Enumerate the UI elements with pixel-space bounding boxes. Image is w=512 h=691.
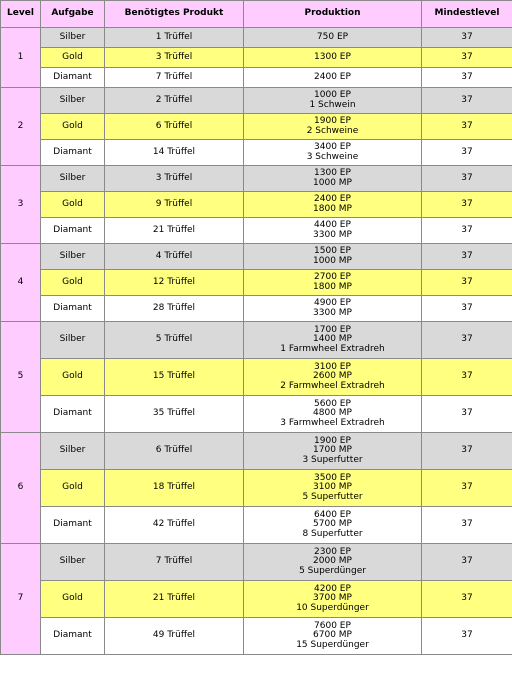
produktion-cell	[244, 322, 422, 359]
table-row	[1, 244, 512, 270]
produktion-cell	[244, 507, 422, 544]
produktion-line: 2600 MP	[313, 371, 352, 382]
mindestlevel-cell: 37	[422, 507, 512, 544]
mindestlevel-cell: 37	[422, 48, 512, 68]
produkt-cell: 12 Trüffel	[105, 270, 244, 296]
produktion-cell	[244, 68, 422, 88]
produkt-cell: 21 Trüffel	[105, 218, 244, 244]
produktion-line: 6400 EP	[314, 509, 351, 520]
produktion-line: 2400 EP	[314, 194, 351, 204]
level-cell: 5	[1, 322, 41, 433]
produktion-cell	[244, 618, 422, 655]
aufgabe-cell: Silber	[41, 28, 105, 48]
produktion-cell	[244, 581, 422, 618]
aufgabe-cell: Diamant	[41, 296, 105, 322]
produktion-line: 3500 EP	[314, 472, 351, 483]
produktion-line: 1500 EP	[314, 246, 351, 256]
table-row	[1, 433, 512, 470]
mindestlevel-cell: 37	[422, 618, 512, 655]
table-row	[1, 48, 512, 68]
table-row	[1, 544, 512, 581]
aufgabe-cell: Diamant	[41, 218, 105, 244]
mindestlevel-cell: 37	[422, 88, 512, 114]
produkt-cell: 9 Trüffel	[105, 192, 244, 218]
produktion-line: 1000 MP	[313, 255, 352, 266]
produktion-cell	[244, 218, 422, 244]
produktion-line: 4800 MP	[313, 408, 352, 419]
level-cell: 4	[1, 244, 41, 322]
produktion-cell	[244, 296, 422, 322]
produktion-line: 5 Superdünger	[299, 565, 366, 576]
aufgabe-cell: Diamant	[41, 140, 105, 166]
produktion-line: 3 Superfutter	[302, 454, 363, 465]
mindestlevel-cell: 37	[422, 114, 512, 140]
aufgabe-cell: Diamant	[41, 507, 105, 544]
aufgabe-cell: Gold	[41, 470, 105, 507]
produktion-cell	[244, 48, 422, 68]
produktion-line: 2 Farmwheel Extradreh	[280, 380, 385, 391]
produkt-cell: 1 Trüffel	[105, 28, 244, 48]
produktion-line: 2 Schweine	[306, 125, 359, 136]
produktion-cell	[244, 470, 422, 507]
aufgabe-cell: Silber	[41, 88, 105, 114]
produktion-line: 3300 MP	[313, 229, 352, 240]
produktion-cell	[244, 359, 422, 396]
produktion-line: 15 Superdünger	[296, 639, 369, 650]
mindestlevel-cell: 37	[422, 140, 512, 166]
table-row	[1, 140, 512, 166]
produktion-line: 1900 EP	[314, 116, 351, 126]
produkt-cell: 14 Trüffel	[105, 140, 244, 166]
aufgabe-cell: Gold	[41, 114, 105, 140]
produktion-cell	[244, 192, 422, 218]
produkt-cell: 6 Trüffel	[105, 433, 244, 470]
aufgabe-cell: Diamant	[41, 68, 105, 88]
mindestlevel-cell: 37	[422, 244, 512, 270]
table-row	[1, 218, 512, 244]
mindestlevel-cell: 37	[422, 359, 512, 396]
table-row	[1, 68, 512, 88]
produktion-cell	[244, 166, 422, 192]
produktion-line: 5700 MP	[313, 519, 352, 530]
header-mindestlevel: Mindestlevel	[422, 1, 512, 28]
table-row	[1, 270, 512, 296]
produkt-cell: 28 Trüffel	[105, 296, 244, 322]
produktion-cell	[244, 140, 422, 166]
header-row	[1, 1, 512, 28]
aufgabe-cell: Gold	[41, 270, 105, 296]
mindestlevel-cell: 37	[422, 270, 512, 296]
produktion-line: 3400 EP	[314, 142, 351, 152]
produktion-line: 4200 EP	[314, 583, 351, 594]
produktion-line: 2300 EP	[314, 546, 351, 557]
mindestlevel-cell: 37	[422, 581, 512, 618]
produkt-cell: 49 Trüffel	[105, 618, 244, 655]
produktion-line: 1300 EP	[314, 168, 351, 178]
produktion-line: 5600 EP	[314, 398, 351, 409]
mindestlevel-cell: 37	[422, 322, 512, 359]
produktion-line: 3 Farmwheel Extradreh	[280, 417, 385, 428]
level-cell: 6	[1, 433, 41, 544]
produkt-cell: 3 Trüffel	[105, 48, 244, 68]
produktion-cell	[244, 544, 422, 581]
produkt-cell: 15 Trüffel	[105, 359, 244, 396]
aufgabe-cell: Silber	[41, 544, 105, 581]
table-row	[1, 28, 512, 48]
produktion-line: 8 Superfutter	[302, 528, 363, 539]
mindestlevel-cell: 37	[422, 166, 512, 192]
table-row	[1, 88, 512, 114]
table-row	[1, 114, 512, 140]
table-body	[1, 28, 512, 655]
produktion-cell	[244, 114, 422, 140]
level-cell: 3	[1, 166, 41, 244]
produktion-cell	[244, 270, 422, 296]
header-produkt: Benötigtes Produkt	[105, 1, 244, 28]
mindestlevel-cell: 37	[422, 433, 512, 470]
mindestlevel-cell: 37	[422, 544, 512, 581]
produktion-line: 1800 MP	[313, 203, 352, 214]
produktion-line: 5 Superfutter	[302, 491, 363, 502]
produkt-cell: 3 Trüffel	[105, 166, 244, 192]
produktion-line: 1700 EP	[314, 324, 351, 335]
aufgabe-cell: Gold	[41, 359, 105, 396]
produktion-line: 6700 MP	[313, 630, 352, 641]
produktion-line: 3100 EP	[314, 361, 351, 372]
produkt-cell: 7 Trüffel	[105, 68, 244, 88]
produktion-cell	[244, 433, 422, 470]
mindestlevel-cell: 37	[422, 396, 512, 433]
aufgabe-cell: Gold	[41, 581, 105, 618]
produktion-line: 750 EP	[316, 31, 349, 42]
produkt-cell: 4 Trüffel	[105, 244, 244, 270]
table-row	[1, 581, 512, 618]
mindestlevel-cell: 37	[422, 192, 512, 218]
table-row	[1, 192, 512, 218]
produktion-line: 4400 EP	[314, 220, 351, 230]
produktion-line: 3300 MP	[313, 307, 352, 318]
table-row	[1, 296, 512, 322]
produktion-line: 2700 EP	[314, 272, 351, 282]
produktion-line: 7600 EP	[314, 620, 351, 631]
level-cell: 2	[1, 88, 41, 166]
produktion-line: 3100 MP	[313, 482, 352, 493]
produkt-cell: 2 Trüffel	[105, 88, 244, 114]
mindestlevel-cell: 37	[422, 28, 512, 48]
table-row	[1, 618, 512, 655]
table-row	[1, 322, 512, 359]
header-aufgabe: Aufgabe	[41, 1, 105, 28]
produkt-cell: 35 Trüffel	[105, 396, 244, 433]
table-row	[1, 396, 512, 433]
produktion-line: 1300 EP	[314, 51, 351, 62]
produktion-line: 2000 MP	[313, 556, 352, 567]
produktion-line: 2400 EP	[314, 71, 351, 82]
aufgabe-cell: Gold	[41, 192, 105, 218]
aufgabe-cell: Silber	[41, 322, 105, 359]
produktion-cell	[244, 244, 422, 270]
aufgabe-cell: Silber	[41, 433, 105, 470]
produktion-line: 1000 EP	[314, 90, 351, 100]
table-row	[1, 359, 512, 396]
produkt-cell: 5 Trüffel	[105, 322, 244, 359]
produktion-line: 4900 EP	[314, 298, 351, 308]
table-row	[1, 470, 512, 507]
mindestlevel-cell: 37	[422, 470, 512, 507]
level-cell: 7	[1, 544, 41, 655]
produktion-line: 3 Schweine	[306, 151, 359, 162]
level-cell: 1	[1, 28, 41, 88]
aufgabe-cell: Silber	[41, 166, 105, 192]
produktion-line: 1 Farmwheel Extradreh	[280, 343, 385, 354]
produktion-line: 1700 MP	[313, 445, 352, 456]
produktion-line: 1900 EP	[314, 435, 351, 446]
aufgabe-cell: Diamant	[41, 396, 105, 433]
header-produktion: Produktion	[244, 1, 422, 28]
aufgabe-cell: Gold	[41, 48, 105, 68]
mindestlevel-cell: 37	[422, 68, 512, 88]
produkt-cell: 7 Trüffel	[105, 544, 244, 581]
table-row	[1, 166, 512, 192]
produktion-cell	[244, 28, 422, 48]
produkt-cell: 21 Trüffel	[105, 581, 244, 618]
produktion-line: 1000 MP	[313, 177, 352, 188]
aufgabe-cell: Silber	[41, 244, 105, 270]
produktion-line: 1800 MP	[313, 281, 352, 292]
produktion-line: 3700 MP	[313, 593, 352, 604]
mindestlevel-cell: 37	[422, 296, 512, 322]
produktion-line: 1400 MP	[313, 334, 352, 345]
produktion-line: 1 Schwein	[309, 99, 356, 110]
produkt-cell: 6 Trüffel	[105, 114, 244, 140]
produktion-line: 10 Superdünger	[296, 602, 369, 613]
produkt-cell: 18 Trüffel	[105, 470, 244, 507]
produkt-cell: 42 Trüffel	[105, 507, 244, 544]
mindestlevel-cell: 37	[422, 218, 512, 244]
table-row	[1, 507, 512, 544]
header-level: Level	[1, 1, 41, 28]
produktion-cell	[244, 396, 422, 433]
produktion-cell	[244, 88, 422, 114]
aufgabe-cell: Diamant	[41, 618, 105, 655]
